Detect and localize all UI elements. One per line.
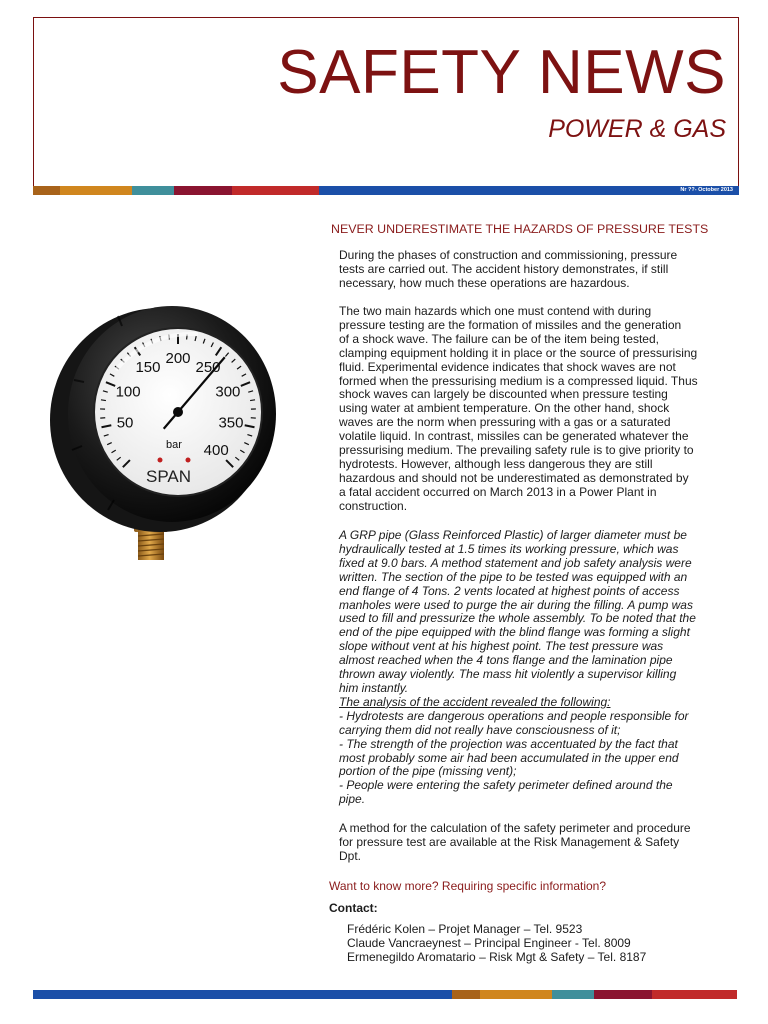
text-line: A method for the calculation of the safety perimeter and procedure: [339, 821, 691, 835]
gauge-tick: [101, 400, 106, 401]
analysis-point: portion of the pipe (missing vent);: [339, 764, 517, 779]
text-line: pressurising medium. The prevailing safety rule is to give priority to: [339, 443, 694, 458]
band-segment: [33, 186, 60, 195]
text-line: using water at ambient temperature. On the other hand, shock: [339, 401, 670, 416]
band-segment: [232, 186, 319, 195]
contact-label: Contact:: [329, 901, 378, 915]
band-segment: [132, 186, 174, 195]
case-story-paragraph: [339, 529, 724, 807]
text-line: formed when the pressurising medium is a compressed liquid. Thus: [339, 373, 698, 388]
text-line: hydrotests. However, although less dangerous they are still: [339, 456, 653, 471]
text-line: a fatal accident occurred on March 2013 in a Power Plant in: [339, 484, 657, 499]
text-line: used to fill and pressurize the whole assembly. To be noted that the: [339, 611, 696, 626]
analysis-point: - Hydrotests are dangerous operations and people responsible for: [339, 708, 689, 723]
analysis-point: pipe.: [339, 792, 366, 807]
text-line: waves are the norm when pressuring with a gas or a saturated: [339, 415, 671, 430]
newsletter-title: SAFETY NEWS: [277, 38, 726, 107]
analysis-point: - People were entering the safety perimeter defined around the: [339, 778, 673, 793]
analysis-heading: The analysis of the accident revealed the following:: [339, 694, 611, 709]
band-segment: [594, 990, 652, 999]
gauge-scale-label: 350: [218, 414, 244, 432]
text-line: end of the pipe equipped with the blind flange was forming a slight: [339, 625, 690, 640]
band-segment: [60, 186, 132, 195]
text-line: tests are carried out. The accident history demonstrates, if still: [339, 261, 669, 276]
gauge-scale-label: 150: [135, 359, 161, 377]
gauge-scale-label: 300: [215, 383, 241, 401]
gauge-brand-label: SPAN: [146, 467, 192, 486]
band-segment: [319, 186, 739, 195]
hazards-paragraph: [339, 305, 724, 514]
contact-entry: Ermenegildo Aromatario – Risk Mgt & Safety – Tel. 8187: [347, 950, 647, 965]
gauge-scale-label: 50: [116, 414, 134, 432]
text-line: pressure testing are the formation of missiles and the generation: [339, 317, 682, 332]
analysis-point: - The strength of the projection was accentuated by the fact that: [339, 736, 678, 751]
text-line: fluid. Experimental evidence indicates that shock waves are not: [339, 359, 676, 374]
text-line: necessary, how much these operations are hazardous.: [339, 275, 630, 290]
text-line: hazardous and should not be underestimated as demonstrated by: [339, 470, 689, 485]
contact-entry: Claude Vancraeynest – Principal Engineer - Tel. 8009: [347, 936, 631, 951]
text-line: almost reached when the 4 tons flange and the lamination pipe: [339, 653, 673, 668]
text-line: Dpt.: [339, 848, 362, 863]
text-line: hydraulically tested at 1.5 times its working pressure, which was: [339, 541, 679, 556]
gauge-scale-label: 200: [165, 350, 191, 367]
issue-label: Nr ??- October 2013: [680, 187, 733, 193]
text-line: fixed at 9.0 bars. A method statement and job safety analysis were: [339, 555, 692, 570]
masthead: [33, 17, 739, 187]
gauge-scale-label: 250: [195, 359, 221, 377]
gauge-scale-label: 400: [203, 442, 229, 460]
text-line: thrown away violently. The mass hit violently a supervisor killing: [339, 667, 677, 682]
text-line: clamping equipment holding it in place or the source of pressurising: [339, 345, 698, 360]
bottom-color-band: [33, 990, 737, 999]
gauge-scale-label: 100: [115, 383, 141, 401]
pressure-gauge-image: [48, 300, 288, 570]
article-headline: NEVER UNDERESTIMATE THE HAZARDS OF PRESSURE TESTS: [331, 222, 709, 236]
closing-paragraph: [339, 822, 724, 864]
text-line: slope without vent at his highest point. The test pressure was: [339, 639, 664, 654]
text-line: volatile liquid. In contrast, missiles can be generated whatever the: [339, 429, 689, 444]
text-line: manholes were used to purge the air during the filling. A pump was: [339, 597, 693, 612]
contact-list: [347, 922, 646, 965]
text-line: for pressure test are available at the Risk Management & Safety: [339, 834, 680, 849]
text-line: of a shock wave. The failure can be of the item being tested,: [339, 331, 659, 346]
band-segment: [480, 990, 552, 999]
gauge-tick: [250, 400, 255, 401]
analysis-point: carrying them did not really have consciousness of it;: [339, 722, 621, 737]
band-segment: [552, 990, 594, 999]
band-segment: [452, 990, 480, 999]
text-line: end flange of 4 Tons. 2 vents located at highest points of access: [339, 583, 680, 598]
text-line: shock waves can largely be discounted when pressure testing: [339, 387, 668, 402]
band-segment: [652, 990, 737, 999]
text-line: written. The section of the pipe to be tested was equipped with an: [339, 569, 688, 584]
top-color-band: [33, 186, 739, 195]
pressure-gauge-icon: [48, 300, 288, 570]
want-more-prompt: Want to know more? Requiring specific information?: [329, 879, 607, 893]
band-segment: [174, 186, 232, 195]
text-line: During the phases of construction and commissioning, pressure: [339, 248, 678, 262]
intro-paragraph: [339, 249, 724, 291]
text-line: him instantly.: [339, 680, 409, 695]
text-line: construction.: [339, 498, 408, 513]
newsletter-subtitle: POWER & GAS: [548, 115, 726, 143]
analysis-point: most probably some air had been accumulated in the upper end: [339, 750, 679, 765]
contact-entry: Frédéric Kolen – Projet Manager – Tel. 9523: [347, 922, 583, 936]
gauge-unit-label: bar: [166, 439, 182, 451]
band-segment: [33, 990, 452, 999]
text-line: A GRP pipe (Glass Reinforced Plastic) of larger diameter must be: [339, 528, 687, 542]
text-line: The two main hazards which one must contend with during: [339, 304, 652, 318]
